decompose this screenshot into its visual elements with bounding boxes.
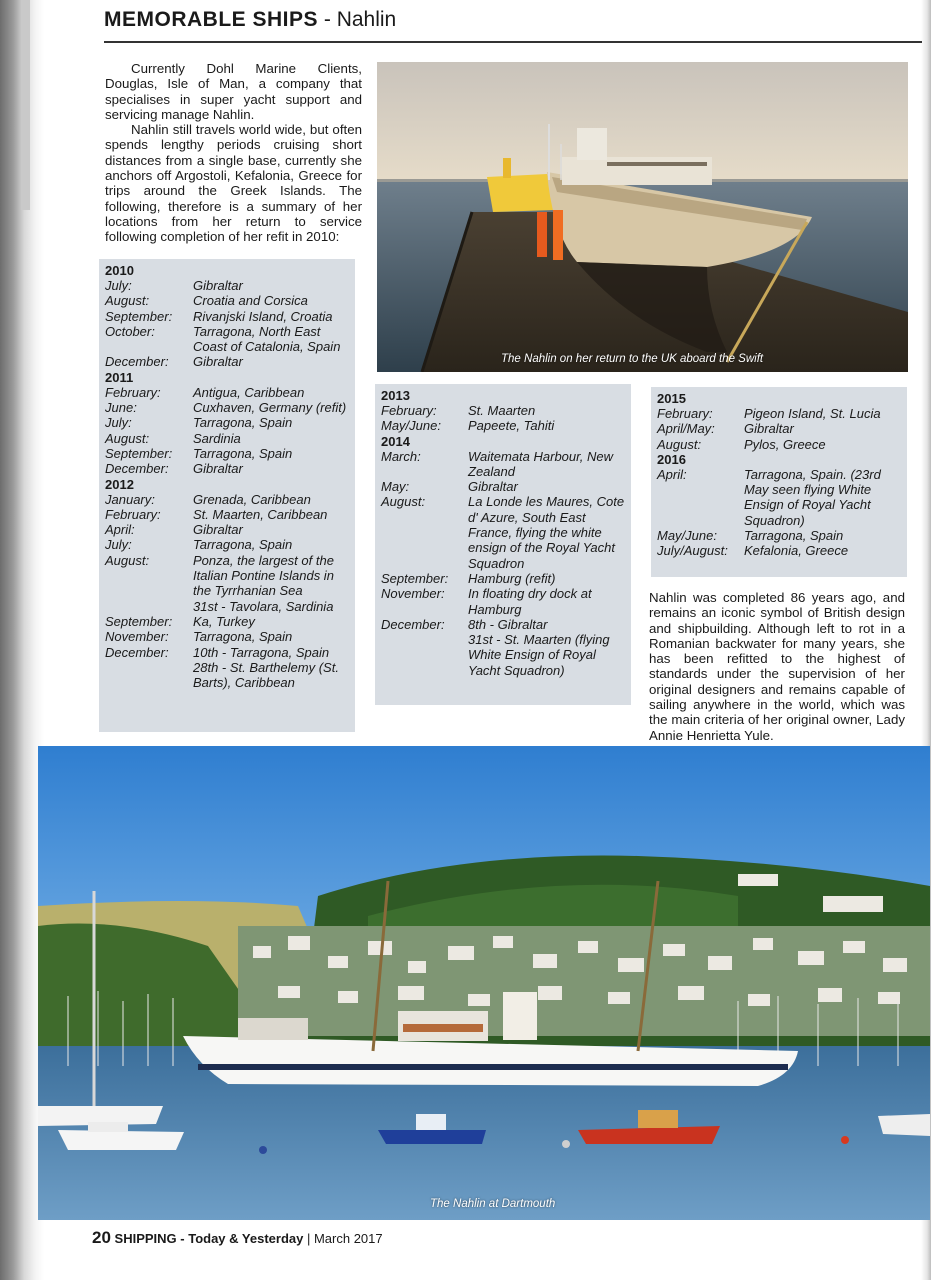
month-label: October:: [105, 323, 155, 339]
month-label: June:: [105, 400, 137, 416]
location: Ponza, the largest of the Italian Pontine Islands in the Tyrrhanian Sea 31st - Tavolara, Sardinia: [193, 552, 334, 614]
year-block: [105, 263, 349, 370]
year-label: 2016: [657, 451, 686, 467]
schedule-entry: [105, 446, 349, 461]
schedule-entry: [657, 406, 901, 421]
month-label: August:: [381, 494, 426, 510]
year-block: [381, 388, 625, 434]
year-label: 2012: [105, 476, 134, 492]
month-label: July:: [105, 278, 132, 293]
month-label: March:: [381, 448, 421, 464]
schedule-entry: [381, 586, 625, 617]
month-label: December:: [381, 616, 445, 632]
schedule-entry: [105, 645, 349, 691]
closing-paragraph: Nahlin was completed 86 years ago, and remains an iconic symbol of British design and shipbuilding. Although left to rot in a Romanian backwater for many years, she has been refitted to the highest of standards under the supervision of her original designers and remains capable of sailing anywhere in the world, which was the main criteria of her original owner, Lady Annie Henrietta Yule.: [649, 590, 905, 743]
schedule-2015-2016: [651, 387, 907, 577]
intro-paragraph-2: Nahlin still travels world wide, but often spends lengthy periods cruising short distances from a single base, currently she anchors off Argostoli, Kefalonia, Greece for trips around the Greek Islands. The following, therefore is a summary of her locations from her return to service following completion of her refit in 2010:: [105, 122, 362, 245]
location: Kefalonia, Greece: [744, 543, 849, 559]
month-label: November:: [381, 586, 445, 602]
month-label: May:: [381, 479, 410, 495]
page-number: 20: [92, 1228, 111, 1247]
month-label: July/August:: [657, 543, 728, 559]
schedule-entry: [657, 467, 901, 528]
location: Gibraltar: [193, 354, 243, 370]
month-label: February:: [105, 506, 161, 522]
year-block: [381, 434, 625, 678]
year-label: 2011: [105, 369, 134, 385]
location: 10th - Tarragona, Spain 28th - St. Barthelemy (St. Barts), Caribbean: [193, 644, 339, 691]
location: Tarragona, Spain: [193, 445, 293, 461]
page-footer: [92, 1228, 383, 1248]
year-label: 2013: [381, 388, 410, 403]
intro-paragraph-1: Currently Dohl Marine Clients, Douglas, Isle of Man, a company that specialises in super yacht support and servicing manage Nahlin.: [105, 61, 362, 122]
location: Gibraltar: [193, 278, 243, 293]
location: Hamburg (refit): [468, 570, 556, 586]
year-label: 2014: [381, 433, 410, 449]
schedule-entry: [657, 528, 901, 543]
month-label: August:: [657, 436, 702, 452]
schedule-2010-2012: [99, 259, 355, 732]
location: Croatia and Corsica: [193, 293, 308, 309]
schedule-entry: [105, 324, 349, 355]
location: Gibraltar: [193, 461, 243, 477]
title-separator: -: [318, 8, 337, 31]
schedule-entry: [105, 309, 349, 324]
month-label: December:: [105, 461, 169, 477]
location: Ka, Turkey: [193, 613, 255, 629]
location: Antigua, Caribbean: [193, 384, 305, 400]
location: Cuxhaven, Germany (refit): [193, 400, 347, 416]
schedule-entry: [381, 403, 625, 418]
nahlin-at-dartmouth-illustration: [38, 746, 930, 1220]
schedule-entry: [105, 507, 349, 522]
location: Gibraltar: [744, 421, 794, 437]
schedule-entry: [657, 421, 901, 436]
location: Rivanjski Island, Croatia: [193, 308, 333, 324]
location: In floating dry dock at Hamburg: [468, 586, 592, 617]
schedule-entry: [381, 479, 625, 494]
location: Waitemata Harbour, New Zealand: [468, 448, 613, 479]
schedule-entry: [105, 553, 349, 614]
location: La Londe les Maures, Cote d' Azure, South East France, flying the white ensign of the Royal Yacht Squadron: [468, 494, 625, 571]
schedule-entry: [105, 522, 349, 537]
issue-date: March 2017: [313, 1231, 383, 1246]
month-label: August:: [105, 552, 150, 568]
nahlin-on-swift-illustration: [377, 62, 908, 372]
schedule-entry: [105, 431, 349, 446]
location: 8th - Gibraltar 31st - St. Maarten (flying White Ensign of Royal Yacht Squadron): [468, 616, 610, 678]
year-block: [105, 370, 349, 477]
location: Tarragona, Spain. (23rd May seen flying White Ensign of Royal Yacht Squadron): [744, 466, 881, 528]
month-label: September:: [105, 613, 173, 629]
schedule-entry: [105, 614, 349, 629]
year-label: 2015: [657, 391, 686, 406]
ship-name: Nahlin: [336, 8, 397, 31]
location: Tarragona, Spain: [193, 415, 293, 431]
intro-text: [105, 61, 362, 245]
schedule-entry: [105, 461, 349, 476]
schedule-entry: [381, 418, 625, 433]
location: Tarragona, North East Coast of Catalonia, Spain: [193, 323, 341, 355]
schedule-entry: [105, 354, 349, 369]
location: Pylos, Greece: [744, 436, 826, 452]
schedule-entry: [105, 415, 349, 430]
schedule-entry: [105, 492, 349, 507]
month-label: December:: [105, 354, 169, 370]
schedule-entry: [381, 617, 625, 678]
schedule-entry: [105, 278, 349, 293]
schedule-entry: [657, 437, 901, 452]
year-block: [657, 391, 901, 452]
month-label: February:: [657, 406, 713, 421]
location: Papeete, Tahiti: [468, 418, 555, 434]
location: Tarragona, Spain: [193, 537, 293, 553]
section-title: MEMORABLE SHIPS: [104, 8, 319, 31]
year-block: [657, 452, 901, 559]
header-rule: [104, 41, 922, 43]
schedule-entry: [105, 629, 349, 644]
month-label: January:: [105, 491, 155, 507]
location: Grenada, Caribbean: [193, 491, 311, 507]
year-label: 2010: [105, 263, 134, 278]
schedule-entry: [381, 571, 625, 586]
location: Pigeon Island, St. Lucia: [744, 406, 881, 421]
schedule-entry: [105, 537, 349, 552]
publication-name: SHIPPING - Today & Yesterday: [114, 1231, 304, 1246]
month-label: July:: [105, 537, 132, 553]
month-label: November:: [105, 629, 169, 645]
schedule-entry: [381, 494, 625, 570]
year-block: [105, 477, 349, 691]
schedule-entry: [105, 400, 349, 415]
bottom-photo-caption: The Nahlin at Dartmouth: [430, 1198, 556, 1210]
top-photo: [377, 62, 908, 372]
month-label: August:: [105, 430, 150, 446]
month-label: August:: [105, 293, 150, 309]
footer-divider: |: [303, 1231, 314, 1246]
location: Tarragona, Spain: [193, 629, 293, 645]
schedule-entry: [105, 293, 349, 308]
top-photo-caption: The Nahlin on her return to the UK aboard the Swift: [501, 353, 764, 365]
month-label: February:: [381, 403, 437, 418]
month-label: December:: [105, 644, 169, 660]
month-label: April:: [657, 466, 687, 482]
schedule-entry: [105, 385, 349, 400]
month-label: September:: [105, 445, 173, 461]
month-label: May/June:: [657, 528, 717, 544]
month-label: July:: [105, 415, 132, 431]
location: Tarragona, Spain: [744, 528, 844, 544]
month-label: September:: [105, 308, 173, 324]
page-title: [104, 8, 396, 32]
month-label: May/June:: [381, 418, 441, 434]
schedule-2013-2014: [375, 384, 631, 705]
month-label: February:: [105, 384, 161, 400]
location: Gibraltar: [468, 479, 518, 495]
location: St. Maarten: [468, 403, 536, 418]
binding-strip: [22, 0, 30, 210]
bottom-photo: [38, 746, 930, 1220]
month-label: September:: [381, 570, 449, 586]
schedule-entry: [381, 449, 625, 480]
location: Sardinia: [193, 430, 241, 446]
month-label: April/May:: [657, 421, 715, 437]
location: Gibraltar: [193, 522, 243, 538]
month-label: April:: [105, 522, 135, 538]
schedule-entry: [657, 543, 901, 558]
location: St. Maarten, Caribbean: [193, 506, 328, 522]
